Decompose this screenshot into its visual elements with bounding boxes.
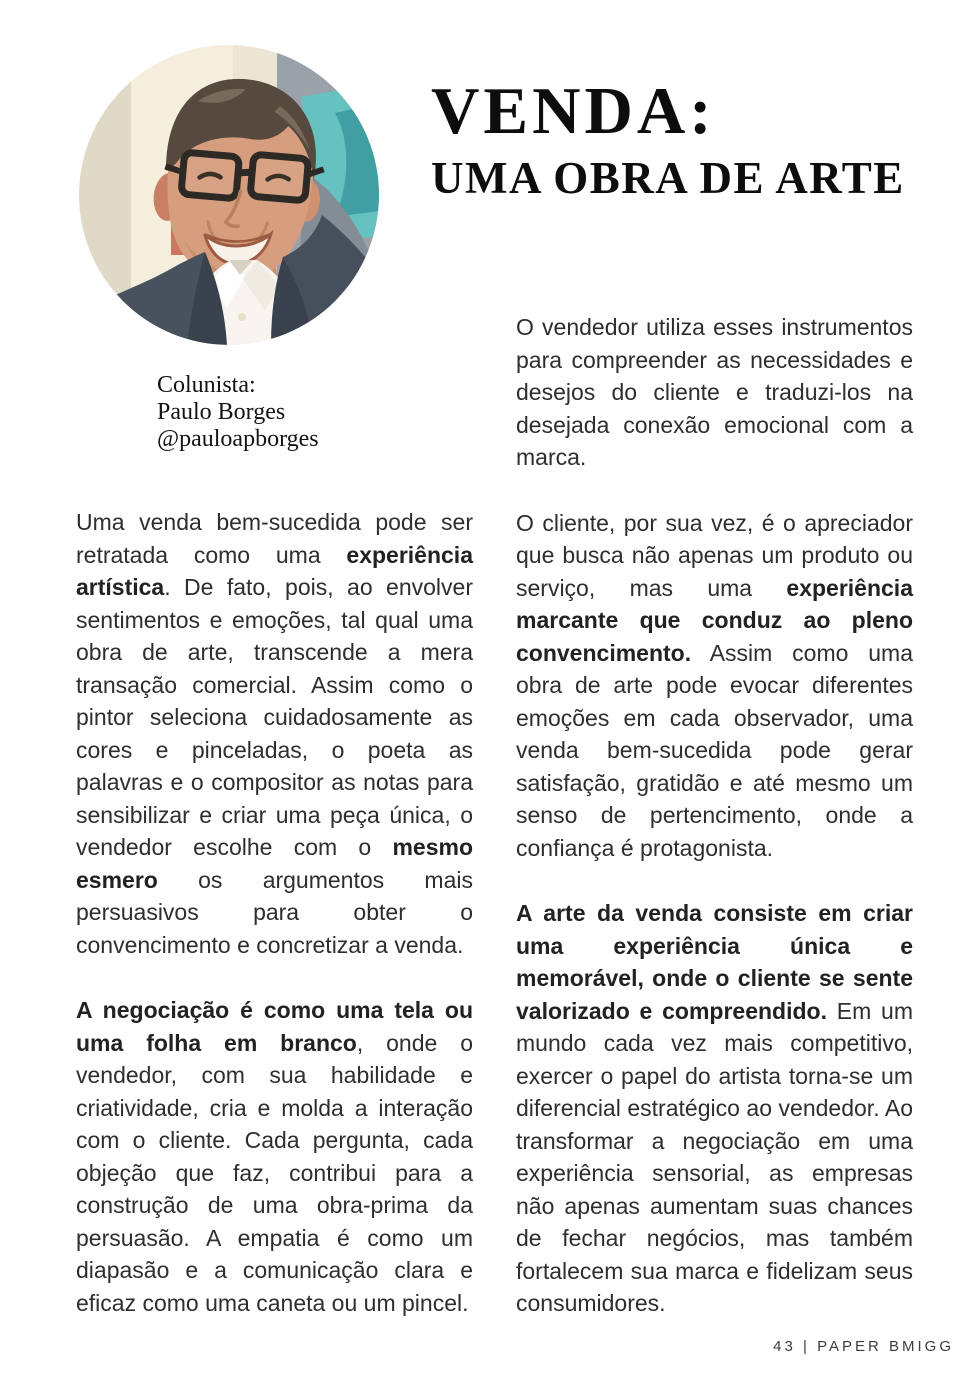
page-footer: [773, 1338, 954, 1355]
paragraph-right-3: A arte da venda consiste em criar uma experiência única e memorável, onde o cliente se sente valorizado e compreendido. Em um mundo cada vez mais competitivo, exercer o papel do artista torna-se um diferencial estratégico ao vendedor. Ao transformar a negociação em uma experiência sensorial, as empresas não apenas aumentam suas chances de fechar negócios, mas também fortalecem sua marca e fidelizam seus consumidores.: [516, 900, 913, 1316]
article-title-main: VENDA:: [431, 74, 716, 148]
page-number-label: 43 | PAPER BMIGG: [773, 1338, 954, 1355]
paragraph-right-2: O cliente, por sua vez, é o apreciador que busca não apenas um produto ou serviço, mas uma experiência marcante que conduz ao pleno convencimento. Assim como uma obra de arte pode evocar diferentes emoções em cada observador, uma venda bem-sucedida pode gerar satisfação, gratidão e até mesmo um senso de pertencimento, onde a confiança é protagonista.: [516, 509, 913, 861]
columnist-name: Paulo Borges: [157, 399, 286, 425]
article-right-column: [516, 311, 913, 1353]
paragraph-left-1: Uma venda bem-sucedida pode ser retratada como uma experiência artística. De fato, pois, ao envolver sentimentos e emoções, tal qual uma obra de arte, transcende a mera transação comercial. Assim como o pintor seleciona cuidadosamente as cores e pinceladas, o poeta as palavras e o compositor as notas para sensibilizar e criar uma peça única, o vendedor escolhe com o mesmo esmero os argumentos mais persuasivos para obter o convencimento e concretizar a venda.: [76, 509, 473, 958]
paragraph-left-2: A negociação é como uma tela ou uma folha em branco, onde o vendedor, com sua habilidade e criatividade, cria e molda a interação com o cliente. Cada pergunta, cada objeção que faz, contribui para a construção de uma obra-prima da persuasão. A empatia é como um diapasão e a comunicação clara e eficaz como uma caneta ou um pincel.: [76, 997, 473, 1316]
article-title: [431, 72, 905, 204]
article-left-column: [76, 506, 473, 1352]
columnist-photo: [79, 45, 379, 345]
paragraph-right-1: O vendedor utiliza esses instrumentos para compreender as necessidades e desejos do cliente e traduzi-los na desejada conexão emocional com a marca.: [516, 314, 913, 470]
columnist-caption: [157, 372, 319, 453]
article-title-sub: UMA OBRA DE ARTE: [431, 153, 905, 203]
columnist-handle: @pauloapborges: [157, 426, 319, 452]
columnist-label: Colunista:: [157, 372, 256, 398]
columnist-portrait-illustration: [79, 45, 379, 345]
